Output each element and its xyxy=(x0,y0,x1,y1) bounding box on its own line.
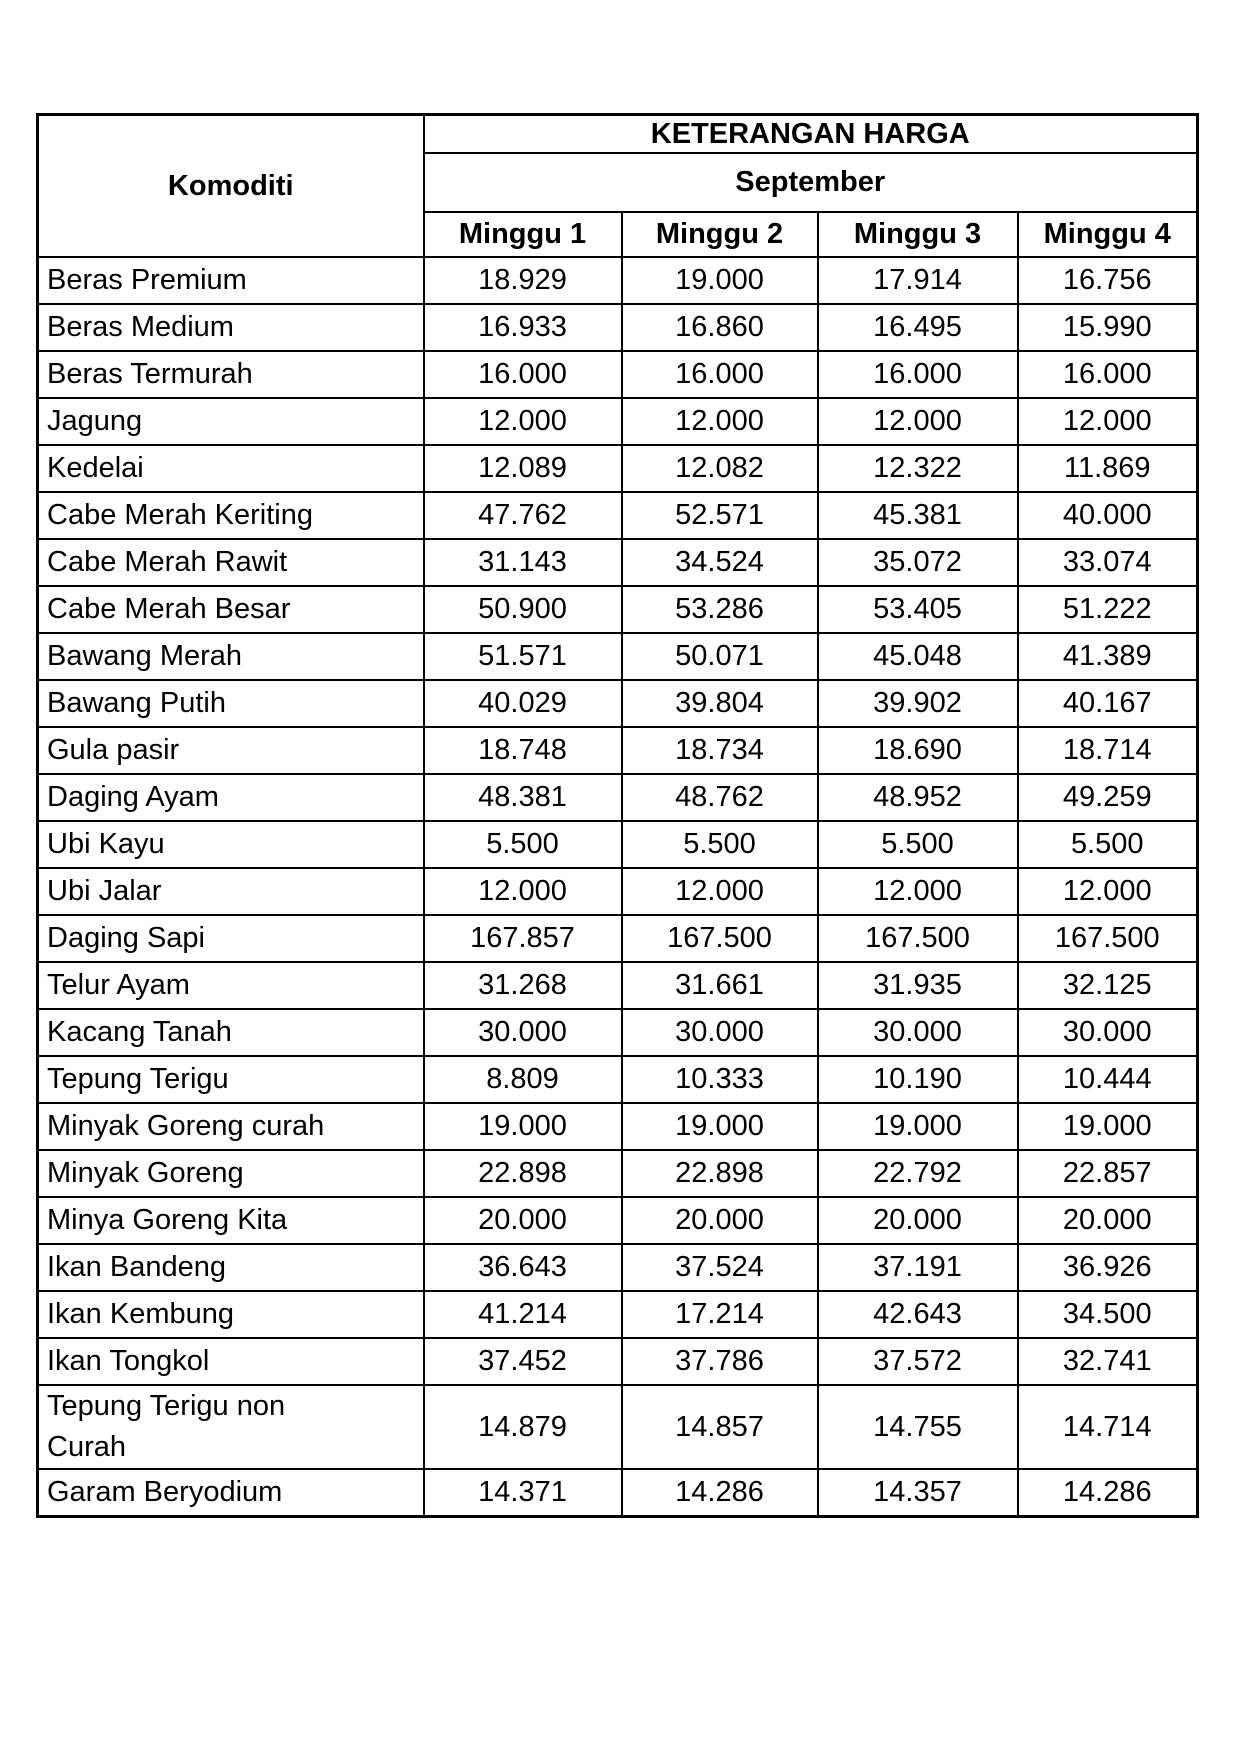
commodity-cell: Bawang Putih xyxy=(38,680,424,727)
commodity-cell: Daging Sapi xyxy=(38,915,424,962)
commodity-cell: Ikan Tongkol xyxy=(38,1338,424,1385)
commodity-cell: Cabe Merah Besar xyxy=(38,586,424,633)
week-1-header-cell: Minggu 1 xyxy=(424,212,622,257)
price-cell: 8.809 xyxy=(424,1056,622,1103)
commodity-cell: Jagung xyxy=(38,398,424,445)
price-cell: 10.333 xyxy=(622,1056,818,1103)
price-cell: 5.500 xyxy=(818,821,1018,868)
table-row xyxy=(38,257,1198,304)
price-cell: 14.286 xyxy=(1018,1469,1198,1517)
price-cell: 41.214 xyxy=(424,1291,622,1338)
price-cell: 36.643 xyxy=(424,1244,622,1291)
price-cell: 39.804 xyxy=(622,680,818,727)
price-cell: 20.000 xyxy=(424,1197,622,1244)
price-cell: 40.000 xyxy=(1018,492,1198,539)
price-cell: 12.082 xyxy=(622,445,818,492)
price-cell: 20.000 xyxy=(1018,1197,1198,1244)
price-cell: 22.792 xyxy=(818,1150,1018,1197)
price-cell: 31.268 xyxy=(424,962,622,1009)
price-cell: 33.074 xyxy=(1018,539,1198,586)
price-cell: 12.322 xyxy=(818,445,1018,492)
price-cell: 37.786 xyxy=(622,1338,818,1385)
price-cell: 34.524 xyxy=(622,539,818,586)
price-cell: 14.755 xyxy=(818,1385,1018,1469)
commodity-cell: Minyak Goreng xyxy=(38,1150,424,1197)
price-cell: 17.914 xyxy=(818,257,1018,304)
table-row xyxy=(38,1103,1198,1150)
price-cell: 16.000 xyxy=(1018,351,1198,398)
commodity-cell: Beras Premium xyxy=(38,257,424,304)
keterangan-harga-header-cell: KETERANGAN HARGA xyxy=(424,115,1198,154)
commodity-cell: Garam Beryodium xyxy=(38,1469,424,1517)
table-row xyxy=(38,821,1198,868)
table-row xyxy=(38,304,1198,351)
table-row xyxy=(38,398,1198,445)
price-cell: 10.444 xyxy=(1018,1056,1198,1103)
price-cell: 167.500 xyxy=(1018,915,1198,962)
price-cell: 20.000 xyxy=(622,1197,818,1244)
price-cell: 16.756 xyxy=(1018,257,1198,304)
price-cell: 14.714 xyxy=(1018,1385,1198,1469)
commodity-cell: Beras Termurah xyxy=(38,351,424,398)
table-row xyxy=(38,1009,1198,1056)
table-row xyxy=(38,492,1198,539)
price-cell: 41.389 xyxy=(1018,633,1198,680)
price-cell: 45.381 xyxy=(818,492,1018,539)
price-cell: 45.048 xyxy=(818,633,1018,680)
commodity-cell: Beras Medium xyxy=(38,304,424,351)
table-row xyxy=(38,1385,1198,1469)
price-cell: 31.143 xyxy=(424,539,622,586)
price-cell: 37.452 xyxy=(424,1338,622,1385)
table-body xyxy=(38,257,1198,1517)
table-row xyxy=(38,774,1198,821)
commodity-cell: Cabe Merah Rawit xyxy=(38,539,424,586)
price-cell: 12.000 xyxy=(622,868,818,915)
price-cell: 36.926 xyxy=(1018,1244,1198,1291)
price-cell: 30.000 xyxy=(818,1009,1018,1056)
table-header xyxy=(38,115,1198,258)
price-cell: 42.643 xyxy=(818,1291,1018,1338)
commodity-cell: Tepung Terigu non Curah xyxy=(38,1385,424,1469)
commodity-cell: Ubi Kayu xyxy=(38,821,424,868)
commodity-cell: Cabe Merah Keriting xyxy=(38,492,424,539)
table-row xyxy=(38,1338,1198,1385)
price-cell: 11.869 xyxy=(1018,445,1198,492)
price-cell: 12.000 xyxy=(1018,398,1198,445)
price-cell: 5.500 xyxy=(1018,821,1198,868)
table-row xyxy=(38,1197,1198,1244)
komoditi-header-cell: Komoditi xyxy=(38,115,424,258)
price-cell: 30.000 xyxy=(622,1009,818,1056)
table-row xyxy=(38,1291,1198,1338)
commodity-cell: Kacang Tanah xyxy=(38,1009,424,1056)
price-cell: 18.714 xyxy=(1018,727,1198,774)
month-header-cell: September xyxy=(424,153,1198,212)
price-cell: 18.748 xyxy=(424,727,622,774)
price-cell: 167.857 xyxy=(424,915,622,962)
price-cell: 14.357 xyxy=(818,1469,1018,1517)
price-cell: 167.500 xyxy=(818,915,1018,962)
price-cell: 50.071 xyxy=(622,633,818,680)
price-cell: 5.500 xyxy=(622,821,818,868)
price-cell: 20.000 xyxy=(818,1197,1018,1244)
commodity-cell: Ikan Bandeng xyxy=(38,1244,424,1291)
price-cell: 16.933 xyxy=(424,304,622,351)
price-cell: 16.000 xyxy=(818,351,1018,398)
table-row xyxy=(38,633,1198,680)
price-cell: 18.734 xyxy=(622,727,818,774)
table-row xyxy=(38,727,1198,774)
price-cell: 48.762 xyxy=(622,774,818,821)
price-cell: 16.495 xyxy=(818,304,1018,351)
table-row xyxy=(38,586,1198,633)
commodity-cell: Ikan Kembung xyxy=(38,1291,424,1338)
price-cell: 22.857 xyxy=(1018,1150,1198,1197)
price-cell: 19.000 xyxy=(1018,1103,1198,1150)
price-cell: 12.000 xyxy=(622,398,818,445)
price-cell: 47.762 xyxy=(424,492,622,539)
price-cell: 18.929 xyxy=(424,257,622,304)
price-cell: 19.000 xyxy=(622,1103,818,1150)
price-cell: 51.222 xyxy=(1018,586,1198,633)
price-cell: 19.000 xyxy=(424,1103,622,1150)
table-row xyxy=(38,1150,1198,1197)
price-cell: 15.990 xyxy=(1018,304,1198,351)
week-2-header-cell: Minggu 2 xyxy=(622,212,818,257)
price-cell: 12.000 xyxy=(424,868,622,915)
table-row xyxy=(38,868,1198,915)
price-cell: 51.571 xyxy=(424,633,622,680)
table-row xyxy=(38,962,1198,1009)
commodity-cell: Telur Ayam xyxy=(38,962,424,1009)
price-cell: 18.690 xyxy=(818,727,1018,774)
price-cell: 19.000 xyxy=(818,1103,1018,1150)
price-cell: 12.089 xyxy=(424,445,622,492)
commodity-cell: Gula pasir xyxy=(38,727,424,774)
commodity-cell: Kedelai xyxy=(38,445,424,492)
price-cell: 48.952 xyxy=(818,774,1018,821)
price-cell: 52.571 xyxy=(622,492,818,539)
price-cell: 37.572 xyxy=(818,1338,1018,1385)
price-cell: 40.029 xyxy=(424,680,622,727)
price-cell: 14.879 xyxy=(424,1385,622,1469)
price-cell: 48.381 xyxy=(424,774,622,821)
commodity-price-table xyxy=(36,113,1199,1518)
table-row xyxy=(38,1244,1198,1291)
price-cell: 37.524 xyxy=(622,1244,818,1291)
price-cell: 32.125 xyxy=(1018,962,1198,1009)
price-cell: 14.371 xyxy=(424,1469,622,1517)
price-cell: 16.000 xyxy=(622,351,818,398)
price-cell: 35.072 xyxy=(818,539,1018,586)
price-cell: 30.000 xyxy=(424,1009,622,1056)
price-cell: 14.857 xyxy=(622,1385,818,1469)
price-cell: 39.902 xyxy=(818,680,1018,727)
table-row xyxy=(38,1056,1198,1103)
commodity-cell: Minya Goreng Kita xyxy=(38,1197,424,1244)
price-cell: 19.000 xyxy=(622,257,818,304)
price-cell: 14.286 xyxy=(622,1469,818,1517)
price-cell: 53.286 xyxy=(622,586,818,633)
price-cell: 50.900 xyxy=(424,586,622,633)
price-cell: 53.405 xyxy=(818,586,1018,633)
week-4-header-cell: Minggu 4 xyxy=(1018,212,1198,257)
commodity-cell: Minyak Goreng curah xyxy=(38,1103,424,1150)
table-row xyxy=(38,680,1198,727)
commodity-cell: Ubi Jalar xyxy=(38,868,424,915)
price-cell: 17.214 xyxy=(622,1291,818,1338)
price-cell: 22.898 xyxy=(622,1150,818,1197)
price-cell: 12.000 xyxy=(424,398,622,445)
week-3-header-cell: Minggu 3 xyxy=(818,212,1018,257)
table-row xyxy=(38,445,1198,492)
price-cell: 16.860 xyxy=(622,304,818,351)
price-cell: 37.191 xyxy=(818,1244,1018,1291)
price-cell: 30.000 xyxy=(1018,1009,1198,1056)
price-cell: 12.000 xyxy=(1018,868,1198,915)
header-row-keterangan xyxy=(38,115,1198,154)
price-cell: 31.935 xyxy=(818,962,1018,1009)
table-row xyxy=(38,539,1198,586)
price-cell: 31.661 xyxy=(622,962,818,1009)
price-cell: 10.190 xyxy=(818,1056,1018,1103)
price-cell: 49.259 xyxy=(1018,774,1198,821)
price-cell: 32.741 xyxy=(1018,1338,1198,1385)
price-cell: 34.500 xyxy=(1018,1291,1198,1338)
table-row xyxy=(38,1469,1198,1517)
price-cell: 5.500 xyxy=(424,821,622,868)
commodity-cell: Bawang Merah xyxy=(38,633,424,680)
price-cell: 40.167 xyxy=(1018,680,1198,727)
commodity-cell: Daging Ayam xyxy=(38,774,424,821)
price-cell: 22.898 xyxy=(424,1150,622,1197)
table-row xyxy=(38,351,1198,398)
price-cell: 167.500 xyxy=(622,915,818,962)
price-cell: 12.000 xyxy=(818,398,1018,445)
price-cell: 16.000 xyxy=(424,351,622,398)
commodity-cell: Tepung Terigu xyxy=(38,1056,424,1103)
table-row xyxy=(38,915,1198,962)
price-cell: 12.000 xyxy=(818,868,1018,915)
